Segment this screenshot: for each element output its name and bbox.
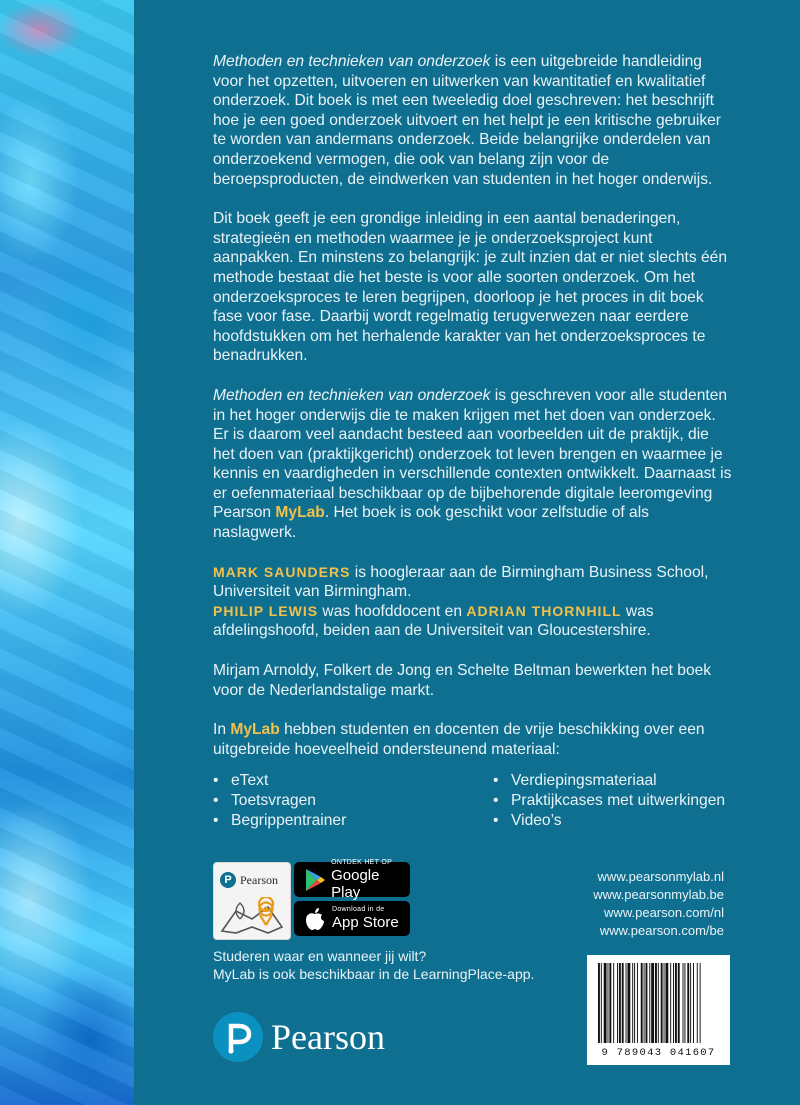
barcode-bar [617, 963, 618, 1043]
app-store-button[interactable] [294, 901, 410, 936]
badge-label: Pearson [240, 872, 278, 887]
barcode-bar [693, 963, 694, 1043]
pearson-wordmark: Pearson [271, 1017, 385, 1057]
barcode-bar [604, 963, 607, 1043]
isbn-barcode [587, 955, 730, 1065]
barcode-bar [683, 963, 684, 1043]
barcode-bar [690, 963, 691, 1043]
google-play-small-label: ONTDEK HET OP [331, 858, 393, 866]
barcode-bar [651, 963, 654, 1043]
url-link[interactable]: www.pearson.com/nl [604, 905, 724, 920]
barcode-bar [601, 963, 602, 1043]
barcode-bar [634, 963, 635, 1043]
intro-paragraph-1: Methoden en technieken van onderzoek is een uitgebreide handleiding voor het opzetten, uitvoeren en uitwerken van kwantitatief en kwalitatief onderzoek. Dit boek is met een tweeledig doel geschreven: het beschrijft hoe je een goed onderzoek uitvoert en het helpt je een kritische gebruiker te worden van andermans onderzoek. Beide belangrijke onderdelen van onderzoekend vermogen, die ook van belang zijn voor de beroepsproducten, de eindwerken van studenten in het hoger onderwijs. [213, 53, 721, 188]
url-link[interactable]: www.pearsonmylab.nl [597, 869, 724, 884]
authors-paragraph: MARK SAUNDERS is hoogleraar aan de Birmingham Business School, Universiteit van Birmingham. [213, 563, 709, 601]
list-item: • Toetsvragen [213, 791, 493, 811]
learningplace-text: Studeren waar en wanneer jij wilt? MyLab is ook beschikbaar in de LearningPlace-app. [213, 948, 535, 982]
author-philip-lewis: PHILIP LEWIS [213, 602, 319, 619]
book-title-italic: Methoden en technieken van onderzoek [213, 386, 491, 404]
list-item: • Video’s [493, 811, 733, 831]
barcode-bar [637, 963, 638, 1043]
apple-icon [302, 906, 328, 932]
barcode-bar [687, 963, 689, 1043]
author-adrian-thornhill: ADRIAN THORNHILL [466, 602, 622, 619]
barcode-bar [619, 963, 621, 1043]
isbn-number: 9 789043 041607 [601, 1047, 716, 1059]
google-play-icon [302, 867, 327, 893]
url-link[interactable]: www.pearson.com/be [599, 923, 724, 938]
barcode-bar [658, 963, 659, 1043]
mylab-highlight: MyLab [275, 504, 325, 522]
barcode-bar [664, 963, 665, 1043]
pearson-logo [213, 1012, 385, 1062]
learningplace-app-badge [213, 862, 291, 940]
pearson-p-icon: P [220, 872, 236, 888]
barcode-bar [670, 963, 671, 1043]
intro-paragraph-3: Methoden en technieken van onderzoek is geschreven voor alle studenten in het hoger onderwijs die te maken krijgen met het doen van onderzoek. Er is daarom veel aandacht besteed aan voorbeelden uit de praktijk, die het doen van (praktijkgericht) onderzoek tot leven brengen en waarmee je kennis en vaardigheden in verschillende contexten ontwikkelt. Daarnaast is er oefenmateriaal beschikbaar op de bijbehorende digitale leeromgeving Pearson MyLab. Het boek is ook geschikt voor zelfstudie of als naslagwerk. [213, 386, 732, 542]
barcode-bar [626, 963, 627, 1043]
barcode-bar [632, 963, 633, 1043]
author-mark-saunders: MARK SAUNDERS [213, 563, 351, 580]
mylab-paragraph: In MyLab hebben studenten en docenten de vrije beschikking over een uitgebreide hoeveelheid ondersteunend materiaal: [213, 721, 705, 758]
barcode-bar [655, 963, 657, 1043]
barcode-bar [646, 963, 648, 1043]
app-store-small-label: Download in de [332, 906, 385, 913]
barcode-bar [598, 963, 600, 1043]
barcode-bar [609, 963, 611, 1043]
barcode-bar [700, 963, 701, 1043]
barcode-bar [675, 963, 677, 1043]
list-item: • Praktijkcases met uitwerkingen [493, 791, 733, 811]
barcode-bar [627, 963, 630, 1043]
pearson-mini-logo [220, 872, 278, 888]
pearson-p-logo-icon [213, 1012, 263, 1062]
barcode-bar [684, 963, 685, 1043]
list-item: • eText [213, 771, 493, 791]
back-cover-text [213, 52, 733, 831]
authors-paragraph-2: PHILIP LEWIS was hoofddocent en ADRIAN THORNHILL was afdelingshoofd, beiden aan de Universiteit van Gloucestershire. [213, 602, 654, 640]
map-pin-icon [218, 897, 286, 935]
barcode-bar [649, 963, 650, 1043]
list-item: • Verdiepingsmateriaal [493, 771, 733, 791]
editors-paragraph: Mirjam Arnoldy, Folkert de Jong en Schelte Beltman bewerkten het boek voor de Nederlandstalige markt. [213, 662, 712, 699]
intro-paragraph-2: Dit boek geeft je een grondige inleiding in een aantal benaderingen, strategieën en methoden waarmee je je onderzoeksproject kunt aanpakken. En minstens zo belangrijk: je zult inzien dat er niet slechts één methode bestaat die het beste is voor alle soorten onderzoek. Om het onderzoeksproces te leren begrijpen, doorloop je het proces in dit boek fase voor fase. Daarbij wordt regelmatig terugverwezen naar eerdere hoofdstukken om het herhalende karakter van het onderzoeksproces te benadrukken. [213, 210, 728, 365]
barcode-bar [613, 963, 614, 1043]
barcode-bar [678, 963, 680, 1043]
barcode-bars [595, 963, 722, 1043]
google-play-label: Google Play [331, 866, 380, 901]
barcode-bar [673, 963, 674, 1043]
mylab-highlight: MyLab [230, 721, 280, 739]
book-title-italic: Methoden en technieken van onderzoek [213, 53, 491, 70]
pearson-urls [593, 868, 724, 940]
cover-photo-strip [0, 0, 134, 1105]
barcode-bar [622, 963, 624, 1043]
barcode-bar [665, 963, 668, 1043]
barcode-bar [697, 963, 698, 1043]
app-store-label: App Store [332, 914, 399, 931]
barcode-bar [641, 963, 643, 1043]
google-play-button[interactable] [294, 858, 410, 901]
url-link[interactable]: www.pearsonmylab.be [593, 887, 724, 902]
barcode-bar [608, 963, 609, 1043]
barcode-bar [661, 963, 663, 1043]
mylab-materials-list [213, 771, 733, 831]
list-item: • Begrippentrainer [213, 811, 493, 831]
barcode-bar [644, 963, 645, 1043]
